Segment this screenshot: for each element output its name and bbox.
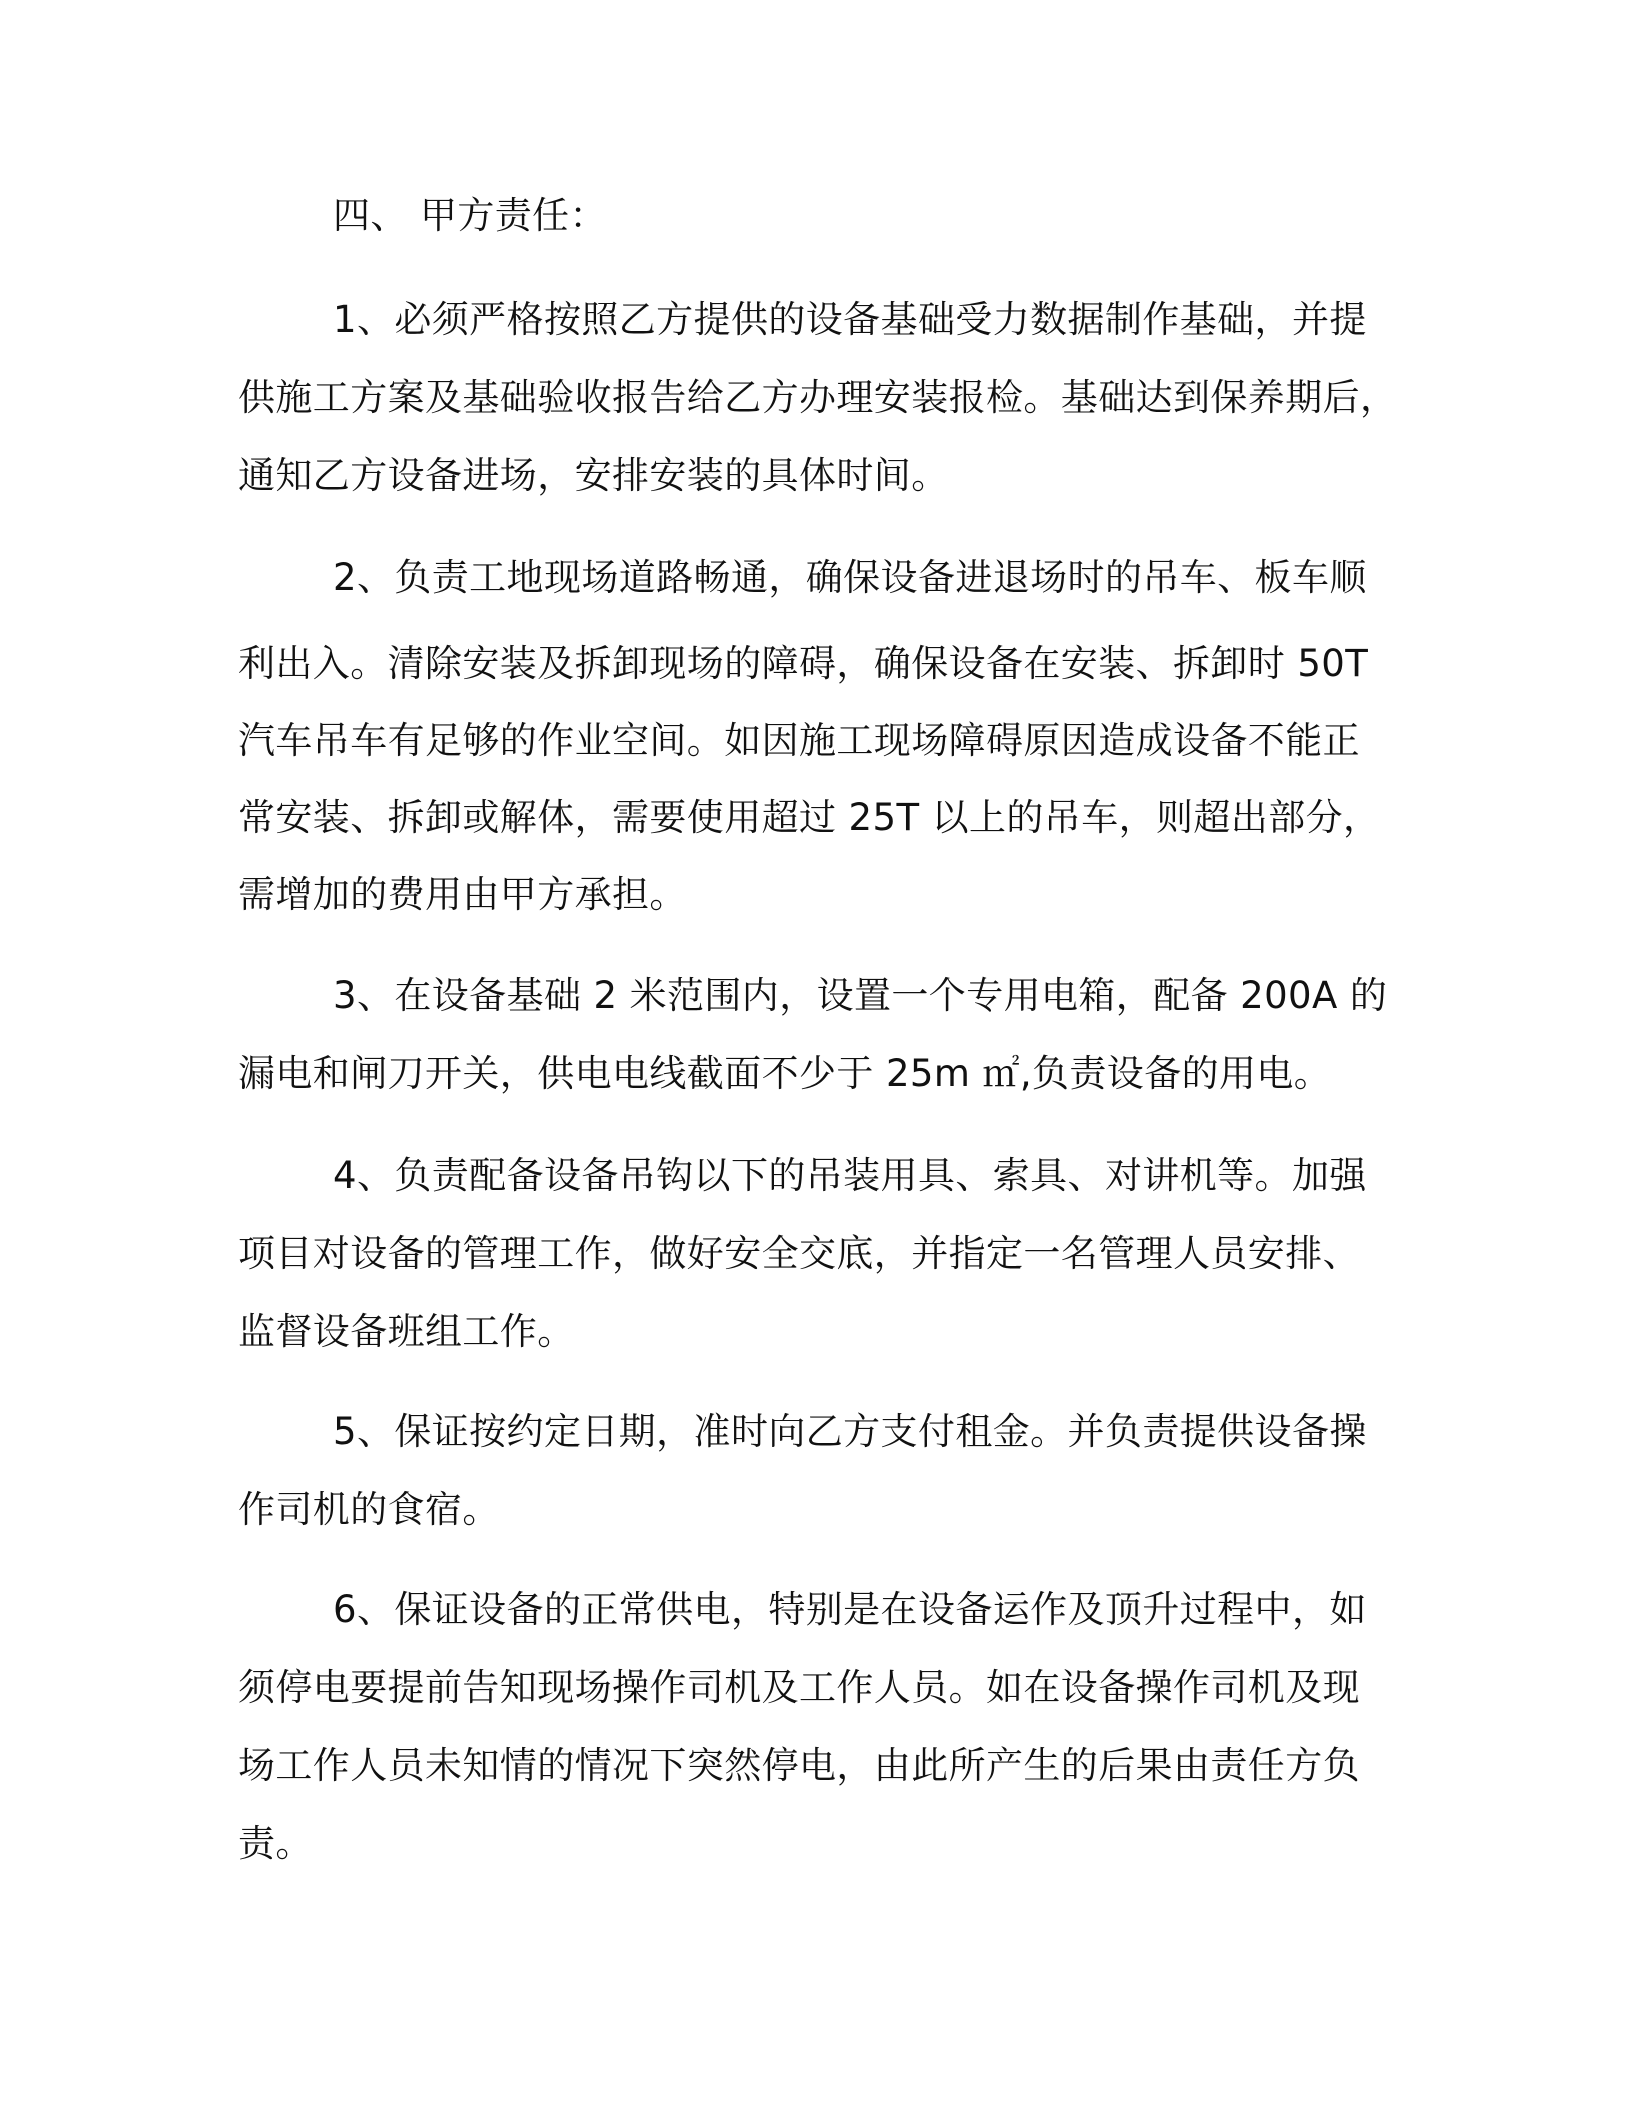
- paragraph-line: 汽车吊车有足够的作业空间。如因施工现场障碍原因造成设备不能正: [238, 719, 1360, 762]
- paragraph-line: 作司机的食宿。: [238, 1488, 500, 1531]
- paragraph-line: 监督设备班组工作。: [238, 1310, 575, 1353]
- paragraph-line: 常安装、拆卸或解体，需要使用超过 25T 以上的吊车，则超出部分，: [238, 796, 1381, 839]
- paragraph-line: 须停电要提前告知现场操作司机及工作人员。如在设备操作司机及现: [238, 1666, 1360, 1709]
- paragraph-line: 漏电和闸刀开关，供电电线截面不少于 25m ㎡,负责设备的用电。: [238, 1052, 1332, 1095]
- paragraph-line: 6、保证设备的正常供电，特别是在设备运作及顶升过程中，如: [333, 1588, 1367, 1631]
- paragraph-line: 需增加的费用由甲方承担。: [238, 873, 687, 916]
- paragraph-line: 项目对设备的管理工作，做好安全交底，并指定一名管理人员安排、: [238, 1232, 1360, 1275]
- paragraph-line: 2、负责工地现场道路畅通，确保设备进退场时的吊车、板车顺: [333, 556, 1367, 599]
- paragraph-line: 3、在设备基础 2 米范围内，设置一个专用电箱，配备 200A 的: [333, 974, 1388, 1017]
- section-heading: 四、 甲方责任：: [333, 194, 607, 237]
- paragraph-line: 责。: [238, 1822, 313, 1865]
- paragraph-line: 利出入。清除安装及拆卸现场的障碍，确保设备在安装、拆卸时 50T: [238, 642, 1369, 685]
- paragraph-line: 供施工方案及基础验收报告给乙方办理安装报检。基础达到保养期后，: [238, 376, 1398, 419]
- paragraph-line: 1、必须严格按照乙方提供的设备基础受力数据制作基础，并提: [333, 298, 1367, 341]
- paragraph-line: 场工作人员未知情的情况下突然停电，由此所产生的后果由责任方负: [238, 1744, 1360, 1787]
- paragraph-line: 5、保证按约定日期，准时向乙方支付租金。并负责提供设备操: [333, 1410, 1367, 1453]
- paragraph-line: 通知乙方设备进场，安排安装的具体时间。: [238, 454, 949, 497]
- paragraph-line: 4、负责配备设备吊钩以下的吊装用具、索具、对讲机等。加强: [333, 1154, 1367, 1197]
